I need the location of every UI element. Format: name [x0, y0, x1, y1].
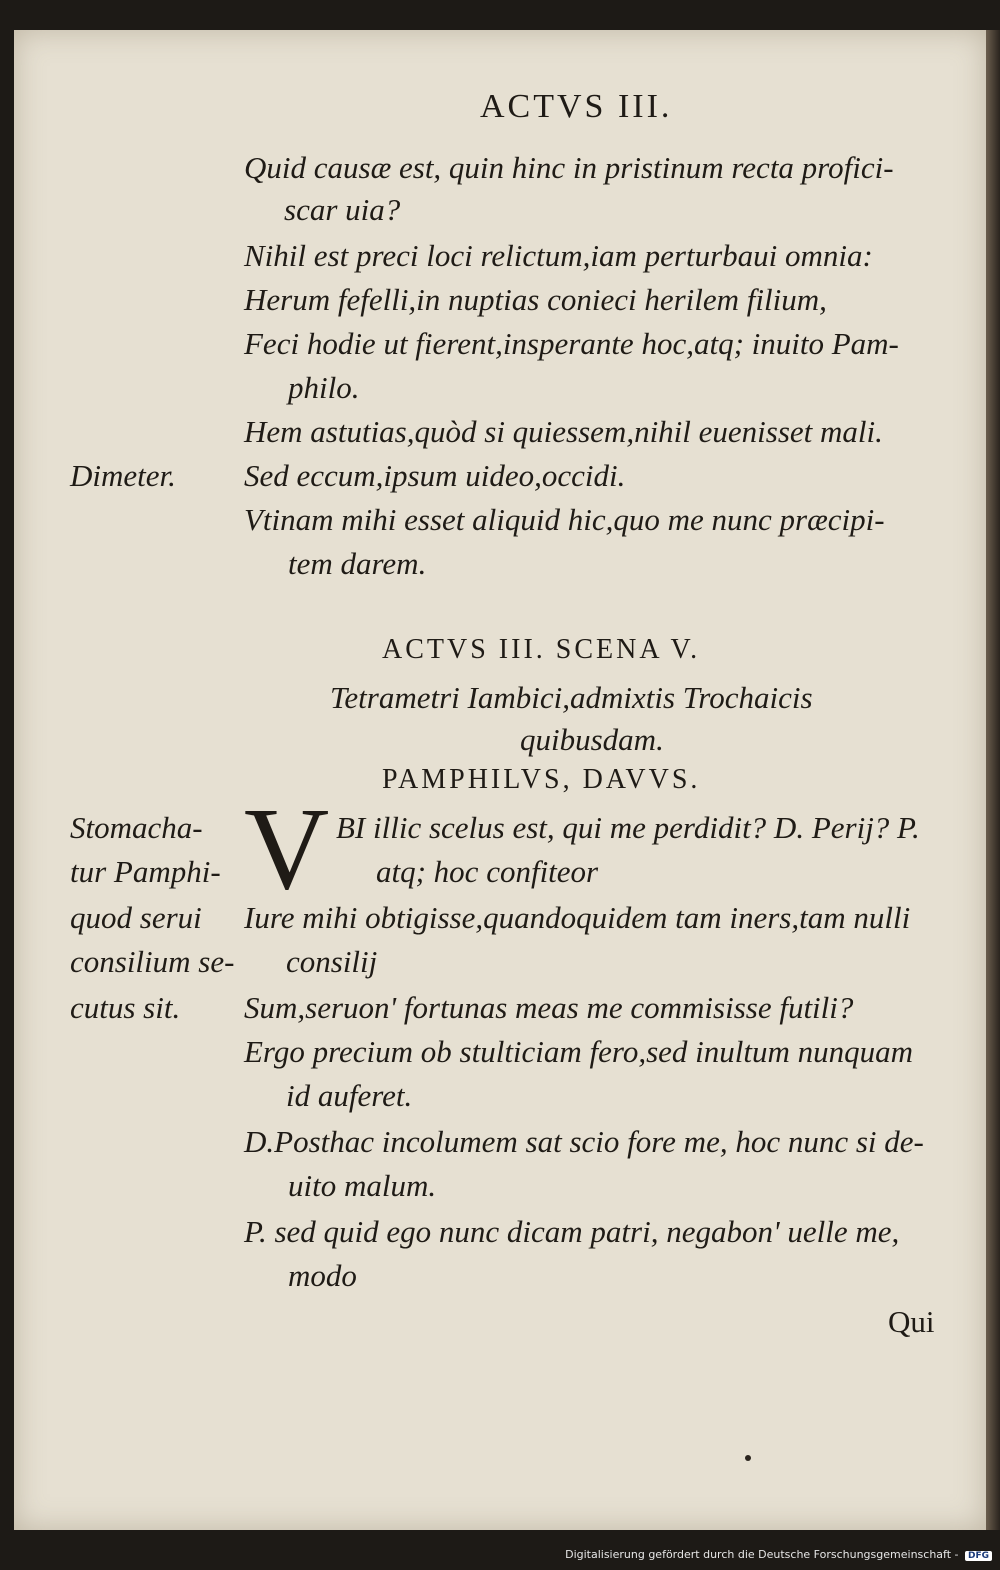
- drop-cap: V: [244, 783, 330, 914]
- text-line: Ergo precium ob stulticiam fero,sed inultum nunquam: [244, 1034, 914, 1069]
- meter-line: quibusdam.: [520, 722, 664, 757]
- margin-note-line: cutus sit.: [70, 990, 181, 1025]
- margin-note-line: Stomacha-: [70, 810, 203, 845]
- speakers-heading: PAMPHILVS, DAVVS.: [382, 764, 701, 795]
- margin-note-line: consilium se-: [70, 944, 235, 979]
- text-line: BI illic scelus est, qui me perdidit? D. Perij? P.: [336, 810, 920, 845]
- text-line: id auferet.: [286, 1078, 413, 1113]
- text-line: D.Posthac incolumem sat scio fore me, hoc nunc si de-: [244, 1124, 924, 1159]
- text-line: consilij: [286, 944, 378, 979]
- text-line: tem darem.: [288, 546, 427, 581]
- text-line: Quid causæ est, quin hinc in pristinum recta profici-: [244, 150, 894, 185]
- footer-text: Digitalisierung gefördert durch die Deutsche Forschungsgemeinschaft -: [565, 1548, 959, 1561]
- text-line: Sed eccum,ipsum uideo,occidi.: [244, 458, 626, 493]
- text-line: Nihil est preci loci relictum,iam perturbaui omnia:: [244, 238, 873, 273]
- text-line: P. sed quid ego nunc dicam patri, negabon' uelle me,: [244, 1214, 900, 1249]
- text-line: Iure mihi obtigisse,quandoquidem tam iners,tam nulli: [244, 900, 911, 935]
- margin-note-line: tur Pamphi-: [70, 854, 221, 889]
- text-line: Hem astutias,quòd si quiessem,nihil euenisset mali.: [244, 414, 883, 449]
- text-line: modo: [288, 1258, 357, 1293]
- scene-heading: ACTVS III. SCENA V.: [382, 634, 701, 665]
- margin-note-line: quod serui: [70, 900, 202, 935]
- text-line: philo.: [288, 370, 360, 405]
- text-line: Feci hodie ut fierent,insperante hoc,atq; inuito Pam-: [244, 326, 899, 361]
- dfg-logo-icon: DFG: [965, 1551, 992, 1561]
- text-line: atq; hoc confiteor: [376, 854, 599, 889]
- digitization-footer: [0, 1548, 1000, 1570]
- text-line: Herum fefelli,in nuptias conieci herilem filium,: [244, 282, 827, 317]
- ink-dot: [745, 1455, 751, 1461]
- catchword: Qui: [888, 1304, 935, 1339]
- meter-line: Tetrametri Iambici,admixtis Trochaicis: [330, 680, 813, 715]
- text-line: Vtinam mihi esset aliquid hic,quo me nunc præcipi-: [244, 502, 885, 537]
- running-head: ACTVS III.: [480, 88, 673, 125]
- text-line: scar uia?: [284, 192, 401, 227]
- text-line: uito malum.: [288, 1168, 437, 1203]
- text-line: Sum,seruon' fortunas meas me commisisse futili?: [244, 990, 854, 1025]
- margin-dimeter: Dimeter.: [70, 458, 176, 493]
- page-edge: [986, 30, 1000, 1530]
